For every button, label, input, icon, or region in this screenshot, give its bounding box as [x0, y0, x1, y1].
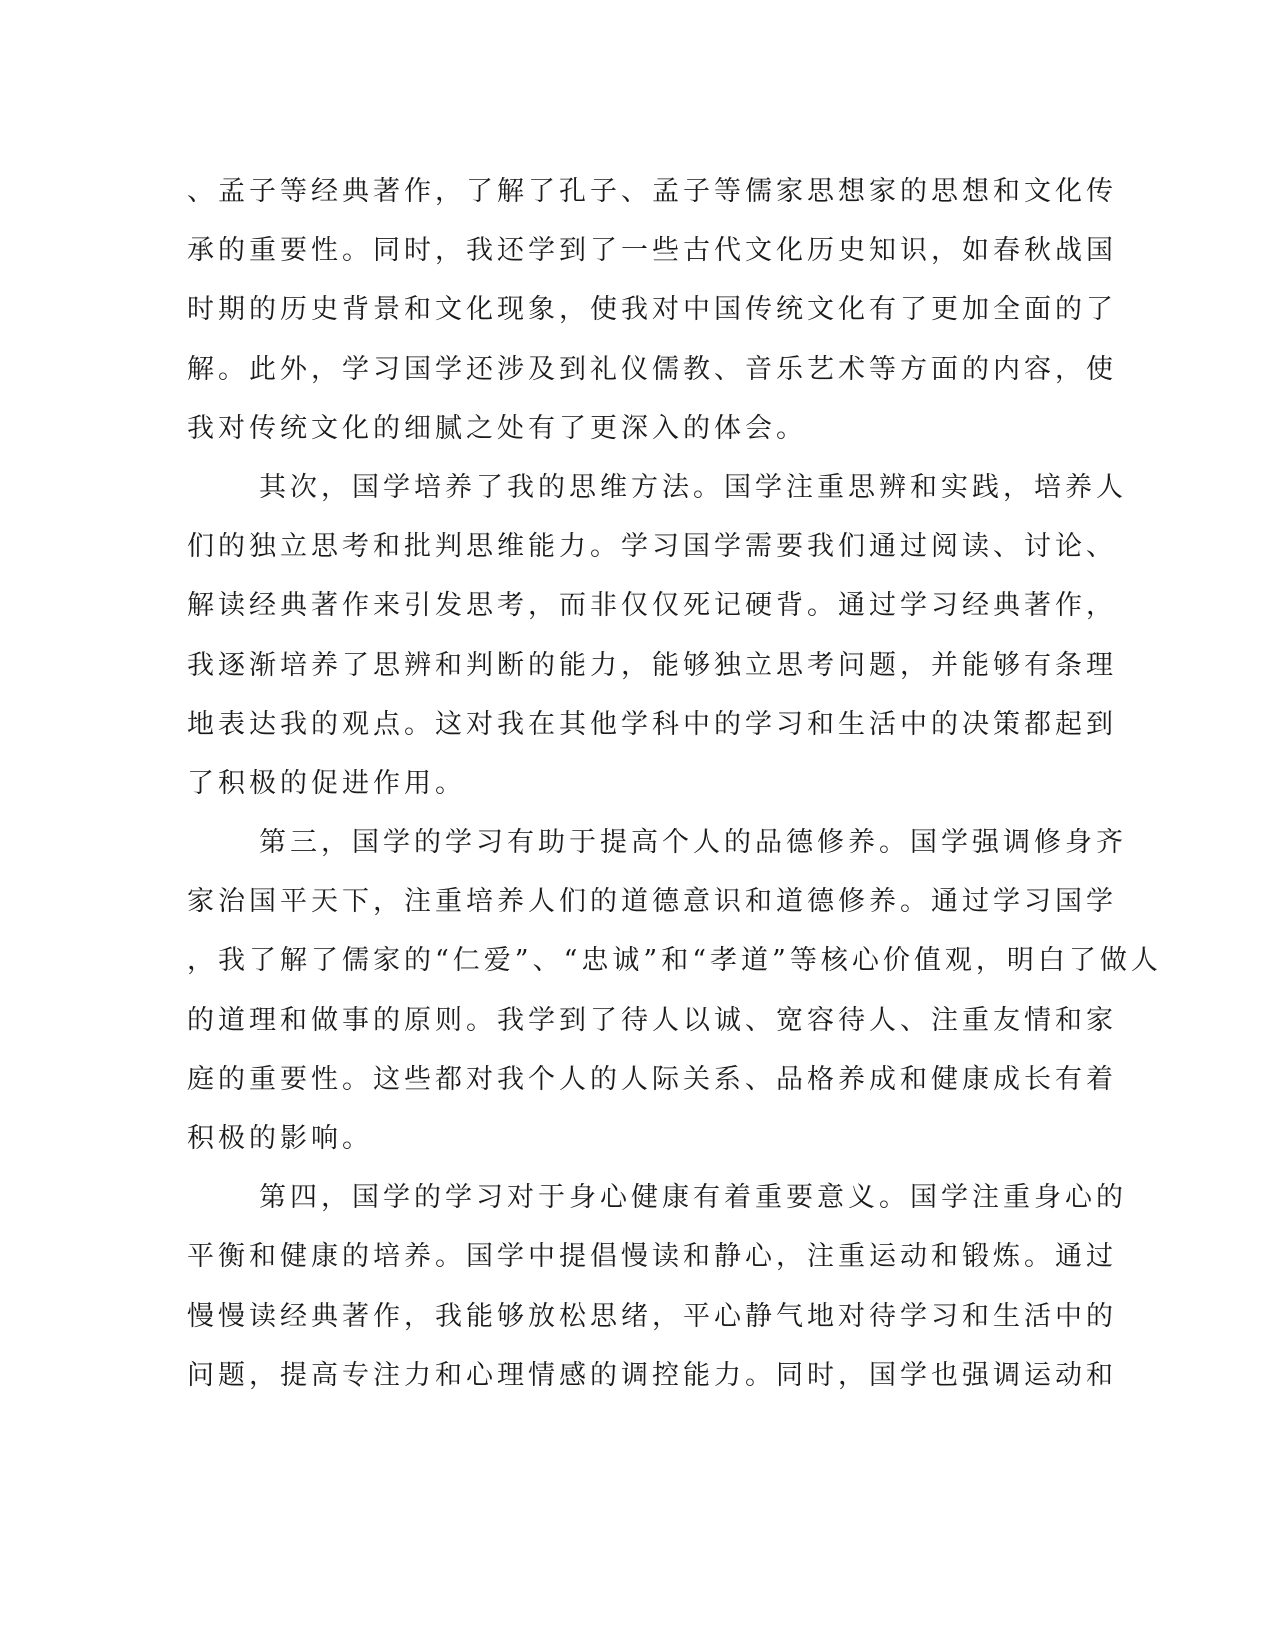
text-line: 我对传统文化的细腻之处有了更深入的体会。 — [187, 412, 807, 444]
text-line: 我逐渐培养了思辨和判断的能力，能够独立思考问题，并能够有条理 — [187, 649, 1117, 681]
text-line: 、孟子等经典著作，了解了孔子、孟子等儒家思想家的思想和文化传 — [187, 176, 1117, 207]
text-line: 平衡和健康的培养。国学中提倡慢读和静心，注重运动和锻炼。通过 — [187, 1241, 1117, 1273]
text-line: 的道理和做事的原则。我学到了待人以诚、宽容待人、注重友情和家 — [187, 1004, 1117, 1036]
text-line: ，我了解了儒家的“仁爱”、“忠诚”和“孝道”等核心价值观，明白了做人 — [187, 945, 1162, 977]
text-line: 庭的重要性。这些都对我个人的人际关系、品格养成和健康成长有着 — [187, 1063, 1117, 1095]
text-line: 承的重要性。同时，我还学到了一些古代文化历史知识，如春秋战国 — [187, 235, 1117, 267]
text-line: 时期的历史背景和文化现象，使我对中国传统文化有了更加全面的了 — [187, 294, 1117, 326]
paragraph-start-line: 第三，国学的学习有助于提高个人的品德修养。国学强调修身齐 — [259, 827, 1127, 859]
text-line: 问题，提高专注力和心理情感的调控能力。同时，国学也强调运动和 — [187, 1359, 1117, 1391]
text-line: 解。此外，学习国学还涉及到礼仪儒教、音乐艺术等方面的内容，使 — [187, 353, 1117, 385]
text-line: 慢慢读经典著作，我能够放松思绪，平心静气地对待学习和生活中的 — [187, 1300, 1117, 1332]
text-line: 积极的影响。 — [187, 1123, 373, 1154]
text-line: 家治国平天下，注重培养人们的道德意识和道德修养。通过学习国学 — [187, 886, 1117, 918]
text-line: 们的独立思考和批判思维能力。学习国学需要我们通过阅读、讨论、 — [187, 531, 1117, 563]
body-text — [187, 162, 1162, 1405]
paragraph-start-line: 第四，国学的学习对于身心健康有着重要意义。国学注重身心的 — [259, 1182, 1127, 1214]
paragraph-start-line: 其次，国学培养了我的思维方法。国学注重思辨和实践，培养人 — [259, 471, 1127, 503]
text-line: 解读经典著作来引发思考，而非仅仅死记硬背。通过学习经典著作， — [187, 590, 1117, 622]
text-line: 地表达我的观点。这对我在其他学科中的学习和生活中的决策都起到 — [187, 708, 1117, 740]
text-line: 了积极的促进作用。 — [187, 767, 466, 799]
